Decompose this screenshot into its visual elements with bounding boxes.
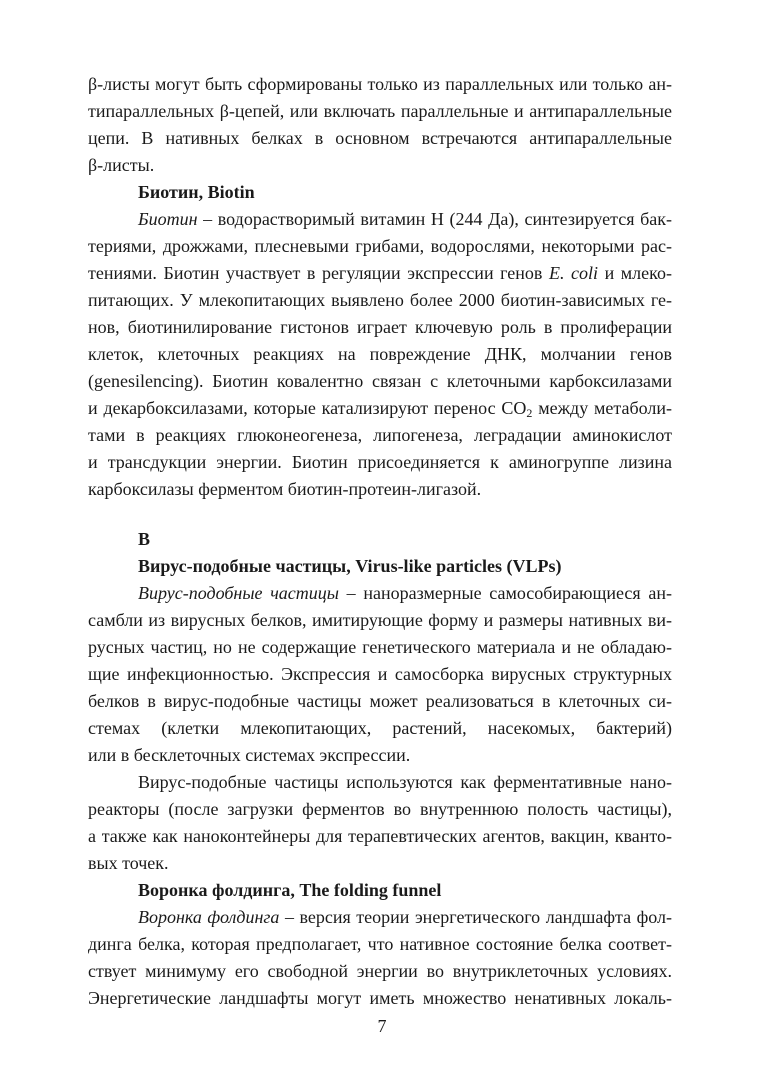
- text-run: – водорастворимый витамин Н (244 Да), синтезируется бак-: [197, 209, 672, 229]
- text-line: [88, 688, 672, 715]
- text-line: [88, 985, 672, 1012]
- text-run: реакторы (после загрузки ферментов во внутреннюю полость частицы),: [88, 799, 672, 819]
- text-line: [88, 742, 672, 769]
- text-run: и млеко-: [598, 263, 672, 283]
- text-run: русных частиц, но не содержащие генетического материала и не обладаю-: [88, 637, 672, 657]
- text-run: динга белка, которая предполагает, что нативное состояние белка соответ-: [88, 934, 672, 954]
- section-heading: [88, 553, 672, 580]
- text-line: [88, 98, 672, 125]
- text-line: [88, 233, 672, 260]
- text-run: β-листы.: [88, 155, 155, 175]
- text-line: [88, 368, 672, 395]
- text-line: [88, 260, 672, 287]
- text-run: ствует минимуму его свободной энергии во внутриклеточных условиях.: [88, 961, 672, 981]
- italic-term: E. coli: [548, 263, 599, 283]
- text-line: [88, 796, 672, 823]
- text-line: [88, 580, 672, 607]
- text-line: [88, 476, 672, 503]
- text-run: а также как наноконтейнеры для терапевтических агентов, вакцин, кванто-: [88, 826, 672, 846]
- text-line: [88, 931, 672, 958]
- text-run: β-листы могут быть сформированы только из параллельных или только ан-: [88, 74, 672, 94]
- text-line: [88, 715, 672, 742]
- section-heading: [88, 179, 672, 206]
- text-run: тами в реакциях глюконеогенеза, липогенеза, леградации аминокислот: [88, 425, 672, 445]
- text-line: [88, 634, 672, 661]
- text-run: типараллельных β-цепей, или включать параллельные и антипараллельные: [88, 101, 672, 121]
- text-line: [88, 661, 672, 688]
- text-line: [88, 607, 672, 634]
- text-run: карбоксилазы ферментом биотин-протеин-лигазой.: [88, 479, 482, 499]
- section-heading: [88, 526, 672, 553]
- text-run: самбли из вирусных белков, имитирующие форму и размеры нативных ви-: [88, 610, 672, 630]
- text-run: Вирус-подобные частицы используются как ферментативные нано-: [138, 772, 672, 792]
- text-run: между метаболи-: [532, 398, 672, 418]
- text-run: В: [138, 529, 151, 549]
- text-run: цепи. В нативных белках в основном встречаются антипараллельные: [88, 128, 672, 148]
- text-run: клеток, клеточных реакциях на повреждение ДНК, молчании генов: [88, 344, 672, 364]
- text-run: Воронка фолдинга, The folding funnel: [138, 880, 442, 900]
- text-run: щие инфекционностью. Экспрессия и самосборка вирусных структурных: [88, 664, 672, 684]
- section-heading: [88, 877, 672, 904]
- text-run: стемах (клетки млекопитающих, растений, насекомых, бактерий): [88, 718, 672, 738]
- text-run: и трансдукции энергии. Биотин присоединяется к аминогруппе лизина: [88, 452, 672, 472]
- italic-term: Воронка фолдинга: [138, 907, 280, 927]
- text-line: [88, 206, 672, 233]
- text-line: [88, 125, 672, 152]
- text-line: [88, 395, 672, 422]
- text-run: белков в вирус-подобные частицы может реализоваться в клеточных си-: [88, 691, 672, 711]
- text-line: [88, 341, 672, 368]
- text-line: [88, 958, 672, 985]
- text-run: питающих. У млекопитающих выявлено более 2000 биотин-зависимых ге-: [88, 290, 672, 310]
- text-run: териями, дрожжами, плесневыми грибами, водорослями, некоторыми рас-: [88, 236, 672, 256]
- italic-term: Вирус-подобные частицы: [138, 583, 339, 603]
- text-line: [88, 71, 672, 98]
- text-line: [88, 449, 672, 476]
- text-block-biotin: [88, 71, 672, 503]
- text-run: – наноразмерные самособирающиеся ан-: [338, 583, 672, 603]
- text-run: Вирус-подобные частицы, Virus-like particles (VLPs): [138, 556, 562, 576]
- text-line: [88, 823, 672, 850]
- text-line: [88, 314, 672, 341]
- text-line: [88, 850, 672, 877]
- text-line: [88, 422, 672, 449]
- italic-term: Биотин: [138, 209, 198, 229]
- text-run: (genesilencing). Биотин ковалентно связан с клеточными карбоксилазами: [88, 371, 672, 391]
- text-line: [88, 287, 672, 314]
- text-line: [88, 769, 672, 796]
- text-block-vlps-funnel: [88, 526, 672, 1012]
- text-run: – версия теории энергетического ландшафта фол-: [279, 907, 672, 927]
- text-line: [88, 152, 672, 179]
- text-run: или в бесклеточных системах экспрессии.: [88, 745, 411, 765]
- text-run: Энергетические ландшафты могут иметь множество ненативных локаль-: [88, 988, 672, 1008]
- text-run: вых точек.: [88, 853, 169, 873]
- text-line: [88, 904, 672, 931]
- subscript: 2: [526, 406, 533, 420]
- text-run: нов, биотинилирование гистонов играет ключевую роль в пролиферации: [88, 317, 672, 337]
- text-run: и декарбоксилазами, которые катализируют перенос СО: [88, 398, 527, 418]
- text-run: Биотин, Biotin: [138, 182, 255, 202]
- text-run: тениями. Биотин участвует в регуляции экспрессии генов: [88, 263, 549, 283]
- page-number: 7: [377, 1016, 387, 1036]
